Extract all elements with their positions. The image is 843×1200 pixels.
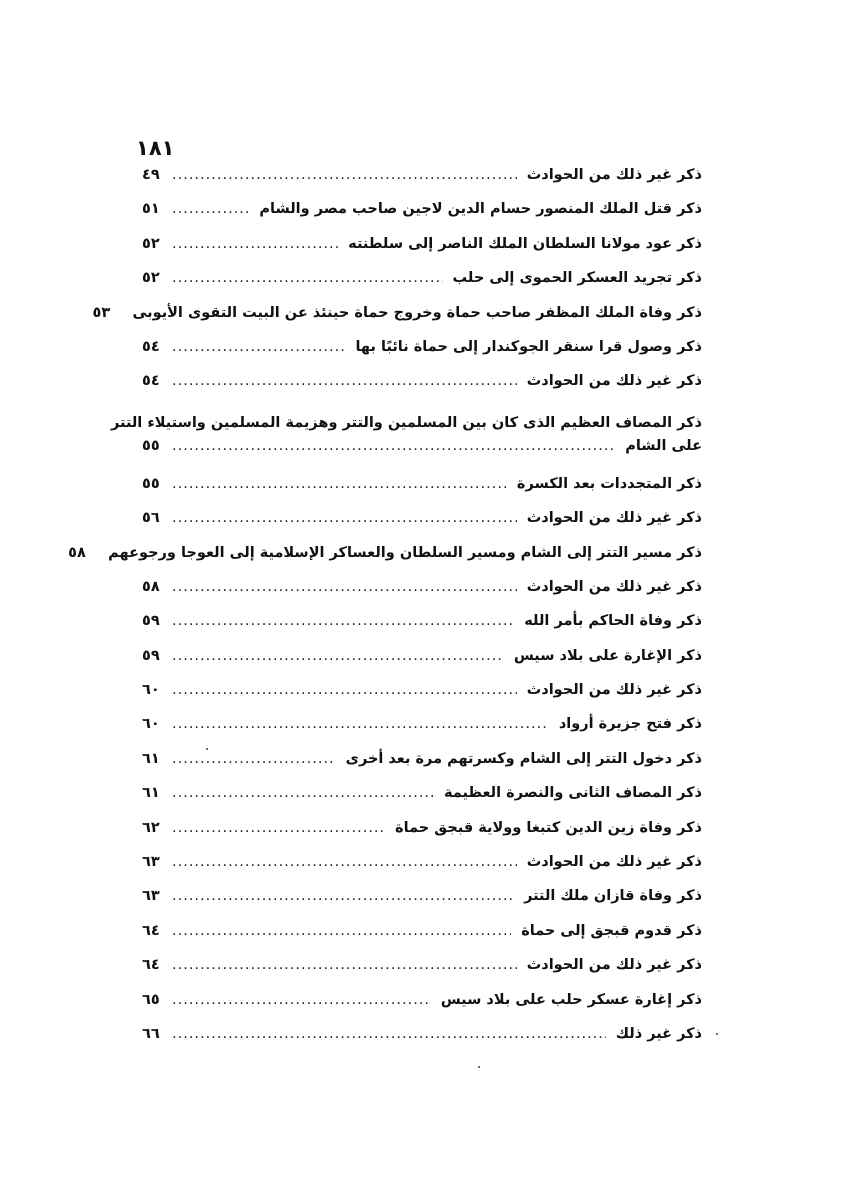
toc-entry-page: ٥٨	[68, 544, 86, 561]
toc-entry-title: ذكر المصاف الثانى والنصرة العظيمة	[443, 785, 702, 802]
toc-entry-page: ٤٩	[142, 167, 160, 183]
dot-leader	[172, 236, 338, 252]
toc-entry	[142, 854, 702, 888]
toc-entry-page: ٦١	[142, 785, 160, 802]
toc-entry-page: ٦٤	[142, 922, 160, 939]
toc-entry	[142, 236, 702, 270]
dot-leader	[172, 270, 443, 286]
toc-entry-title: ذكر وفاة الحاكم بأمر الله	[524, 613, 702, 630]
dot-leader	[172, 648, 504, 664]
toc-entry-page: ٥٥	[142, 437, 160, 454]
toc-entry	[142, 682, 702, 716]
toc-entry-title: ذكر الإغارة على بلاد سيس	[513, 647, 702, 664]
dot-leader	[172, 923, 511, 939]
toc-entry-title: ذكر إغارة عسكر حلب على بلاد سيس	[440, 991, 702, 1008]
toc-entry	[68, 544, 702, 579]
toc-entry	[142, 888, 702, 922]
toc-entry	[142, 1026, 702, 1060]
toc-entry	[142, 716, 702, 750]
toc-entry-page: ٥٤	[142, 338, 160, 355]
toc-entry	[92, 304, 702, 339]
toc-entry	[142, 579, 702, 613]
toc-entry-page: ٥٥	[142, 475, 160, 492]
toc-entry-page: ٥٣	[92, 304, 111, 321]
dot-leader	[172, 785, 434, 801]
toc-entry-title: ذكر قدوم قبجق إلى حماة	[521, 922, 702, 939]
toc-entry-title: ذكر غير ذلك	[615, 1025, 702, 1042]
dot-leader	[172, 820, 385, 836]
toc-entry	[142, 751, 702, 785]
toc-entry	[142, 510, 702, 544]
toc-entry-page: ٦٤	[142, 957, 160, 974]
toc-entry-title: ذكر قتل الملك المنصور حسام الدين لاجين صاحب مصر والشام	[259, 201, 702, 218]
toc-entry-page: ٥٢	[142, 270, 160, 287]
toc-entry-title: ذكر وفاة قازان ملك التتر	[524, 888, 702, 905]
dot-leader	[172, 613, 514, 629]
toc-entry	[142, 923, 702, 957]
dot-leader	[172, 1026, 606, 1042]
toc-entry	[142, 270, 702, 304]
toc-entry-title: ذكر مسير التتر إلى الشام ومسير السلطان والعساكر الإسلامية إلى العوجا ورجوعهم	[108, 544, 702, 561]
print-speck	[206, 748, 208, 750]
dot-leader	[172, 510, 517, 526]
toc-entry-page: ٦٥	[142, 991, 160, 1008]
dot-leader	[172, 854, 517, 870]
dot-leader	[172, 957, 517, 973]
dot-leader	[172, 992, 431, 1008]
toc-entry	[142, 820, 702, 854]
toc-entry-page: ٦٠	[142, 716, 160, 733]
toc-entry	[111, 408, 702, 476]
toc-entry	[142, 373, 702, 407]
toc-entry-page: ٥١	[142, 201, 160, 218]
toc-entry	[142, 957, 702, 991]
toc-entry-page: ٥٤	[142, 373, 160, 390]
toc-entry	[142, 167, 702, 201]
toc-entry-title: ذكر غير ذلك من الحوادث	[526, 957, 702, 974]
dot-leader	[172, 201, 249, 217]
toc-entry-title: ذكر المتجددات بعد الكسرة	[516, 475, 702, 492]
toc-entry	[142, 648, 702, 682]
toc-entry-page: ٦٦	[142, 1025, 160, 1042]
toc-entry	[142, 476, 702, 510]
toc-entry	[142, 613, 702, 647]
dot-leader	[172, 888, 514, 904]
toc-entry-title: ذكر غير ذلك من الحوادث	[526, 510, 702, 527]
toc-entry-page: ٥٢	[142, 235, 160, 252]
dot-leader	[172, 476, 507, 492]
toc-entry-title-continued: على الشام	[625, 437, 702, 454]
toc-entry-page: ٥٦	[142, 510, 160, 527]
dot-leader	[172, 716, 549, 732]
dot-leader	[172, 438, 615, 454]
print-speck	[478, 1066, 480, 1068]
toc-entry-page: ٦٣	[142, 888, 160, 905]
toc-entry	[142, 201, 702, 235]
dot-leader	[172, 167, 517, 183]
toc-entry-title: ذكر غير ذلك من الحوادث	[526, 682, 702, 699]
toc-entry-title: ذكر غير ذلك من الحوادث	[526, 578, 702, 595]
toc-entry-page: ٦٠	[142, 682, 160, 699]
toc-entry-title: ذكر عود مولانا السلطان الملك الناصر إلى سلطنته	[348, 235, 702, 252]
toc-entry	[142, 785, 702, 819]
dot-leader	[172, 682, 517, 698]
toc-entry-title: ذكر غير ذلك من الحوادث	[526, 854, 702, 871]
toc-entry-page: ٦٣	[142, 854, 160, 871]
dot-leader	[172, 579, 517, 595]
toc-entry-title: ذكر وفاة زين الدين كتبغا وولاية قبجق حماة	[395, 819, 702, 836]
toc-entry-title: ذكر وصول قرا سنقر الجوكندار إلى حماة نائبًا بها	[355, 338, 702, 355]
toc-entry-title: ذكر تجريد العسكر الحموى إلى حلب	[452, 270, 702, 287]
toc-entry	[142, 339, 702, 373]
table-of-contents	[68, 167, 702, 1060]
toc-entry-page: ٥٨	[142, 578, 160, 595]
toc-entry-title: ذكر غير ذلك من الحوادث	[526, 167, 702, 183]
toc-entry-page: ٥٩	[142, 647, 160, 664]
toc-entry-page: ٦٢	[142, 819, 160, 836]
toc-entry	[142, 992, 702, 1026]
toc-entry-page: ٦١	[142, 750, 160, 767]
dot-leader	[172, 339, 345, 355]
page-number: ١٨١	[136, 136, 175, 160]
toc-entry-title: ذكر فتح جزيرة أرواد	[558, 716, 702, 733]
toc-entry-title: ذكر دخول التتر إلى الشام وكسرتهم مرة بعد أخرى	[345, 750, 702, 767]
toc-entry-title: ذكر غير ذلك من الحوادث	[526, 373, 702, 390]
dot-leader	[172, 751, 336, 767]
toc-entry-page: ٥٩	[142, 613, 160, 630]
dot-leader	[172, 373, 517, 389]
toc-entry-title: ذكر المصاف العظيم الذى كان بين المسلمين والتتر وهزيمة المسلمين واستيلاء التتر	[111, 414, 702, 431]
toc-entry-title: ذكر وفاة الملك المظفر صاحب حماة وخروج حماة حينئذ عن البيت التقوى الأيوبى	[132, 304, 702, 321]
print-speck	[716, 1033, 718, 1035]
